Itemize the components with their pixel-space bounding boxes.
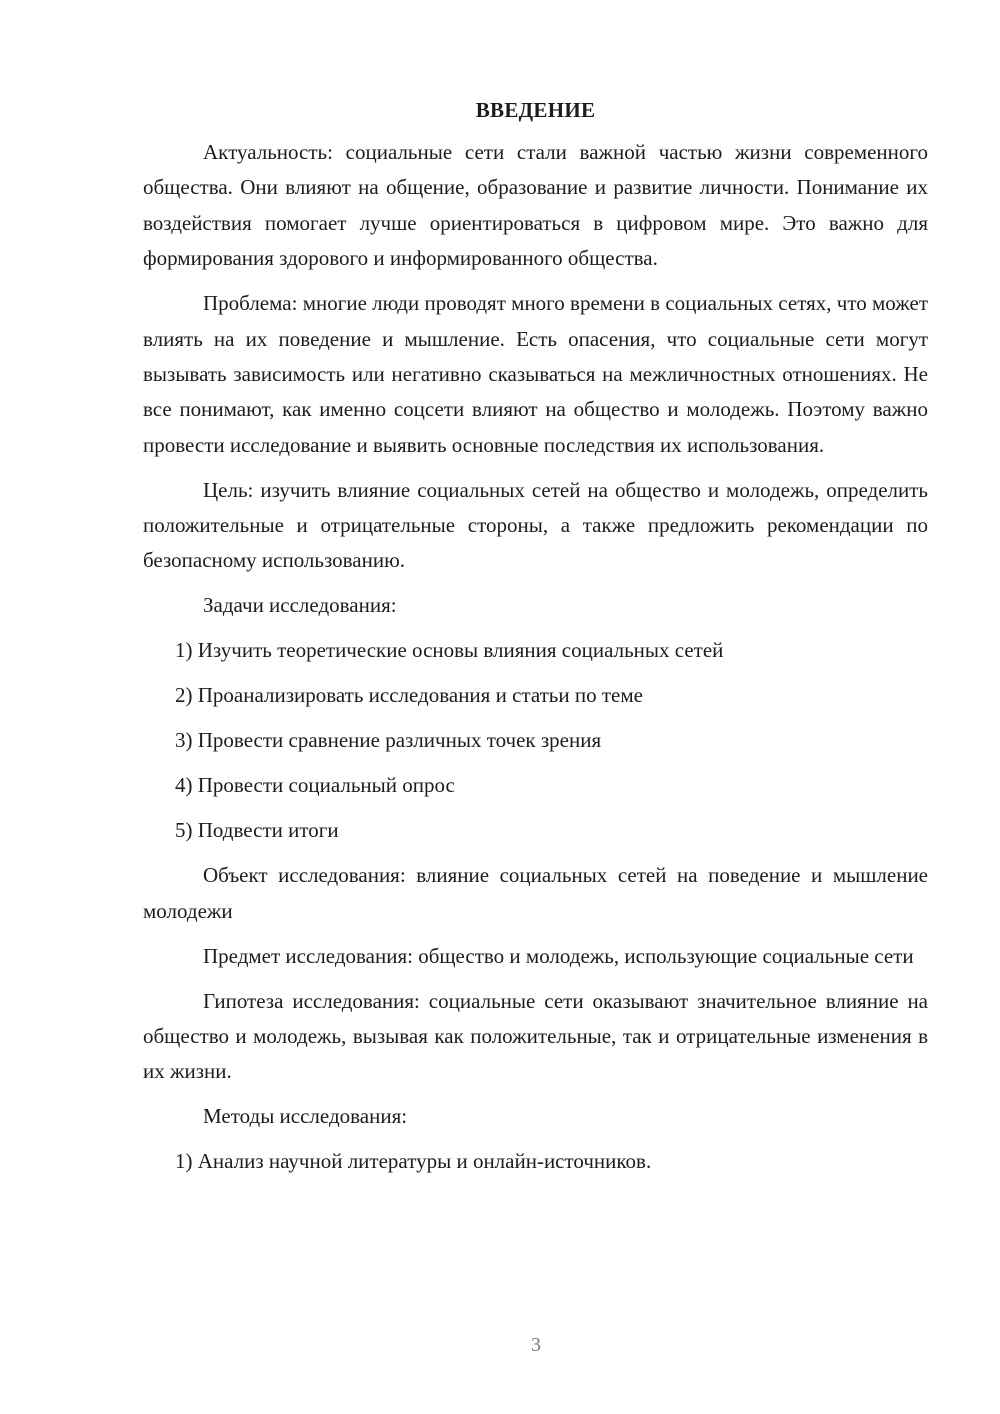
document-page	[143, 95, 928, 1189]
goal-paragraph: Цель: изучить влияние социальных сетей на общество и молодежь, определить положительные и отрицательные стороны, а также предложить рекомендации по безопасному использованию.	[143, 477, 928, 573]
tasks-label: Задачи исследования:	[203, 593, 397, 618]
task-item: 4) Провести социальный опрос	[175, 773, 455, 798]
task-item: 2) Проанализировать исследования и статьи по теме	[175, 683, 643, 708]
task-item: 3) Провести сравнение различных точек зрения	[175, 728, 602, 753]
page-number: 3	[531, 1334, 541, 1356]
subject-paragraph: Предмет исследования: общество и молодежь, использующие социальные сети	[203, 943, 914, 968]
task-item: 5) Подвести итоги	[175, 818, 339, 843]
task-item: 1) Изучить теоретические основы влияния социальных сетей	[175, 638, 724, 663]
object-paragraph: Объект исследования: влияние социальных сетей на поведение и мышление молодежи	[143, 863, 928, 923]
methods-label: Методы исследования:	[203, 1104, 408, 1129]
tasks-list	[143, 633, 928, 848]
methods-list	[143, 1144, 928, 1179]
hypothesis-paragraph: Гипотеза исследования: социальные сети оказывают значительное влияние на общество и молодежь, вызывая как положительные, так и отрицательные изменения в их жизни.	[143, 988, 928, 1084]
relevance-paragraph: Актуальность: социальные сети стали важной частью жизни современного общества. Они влияют на общение, образование и развитие личности. Понимание их воздействия помогает лучше ориентироваться в цифровом мире. Это важно для формирования здорового и информированного общества.	[143, 140, 928, 271]
method-item: 1) Анализ научной литературы и онлайн-источников.	[175, 1149, 652, 1174]
problem-paragraph: Проблема: многие люди проводят много времени в социальных сетях, что может влиять на их поведение и мышление. Есть опасения, что социальные сети могут вызывать зависимость или негативно сказываться на межличностных отношениях. Не все понимают, как именно соцсети влияют на общество и молодежь. Поэтому важно провести исследование и выявить основные последствия их использования.	[143, 291, 928, 457]
page-title: ВВЕДЕНИЕ	[475, 98, 596, 122]
